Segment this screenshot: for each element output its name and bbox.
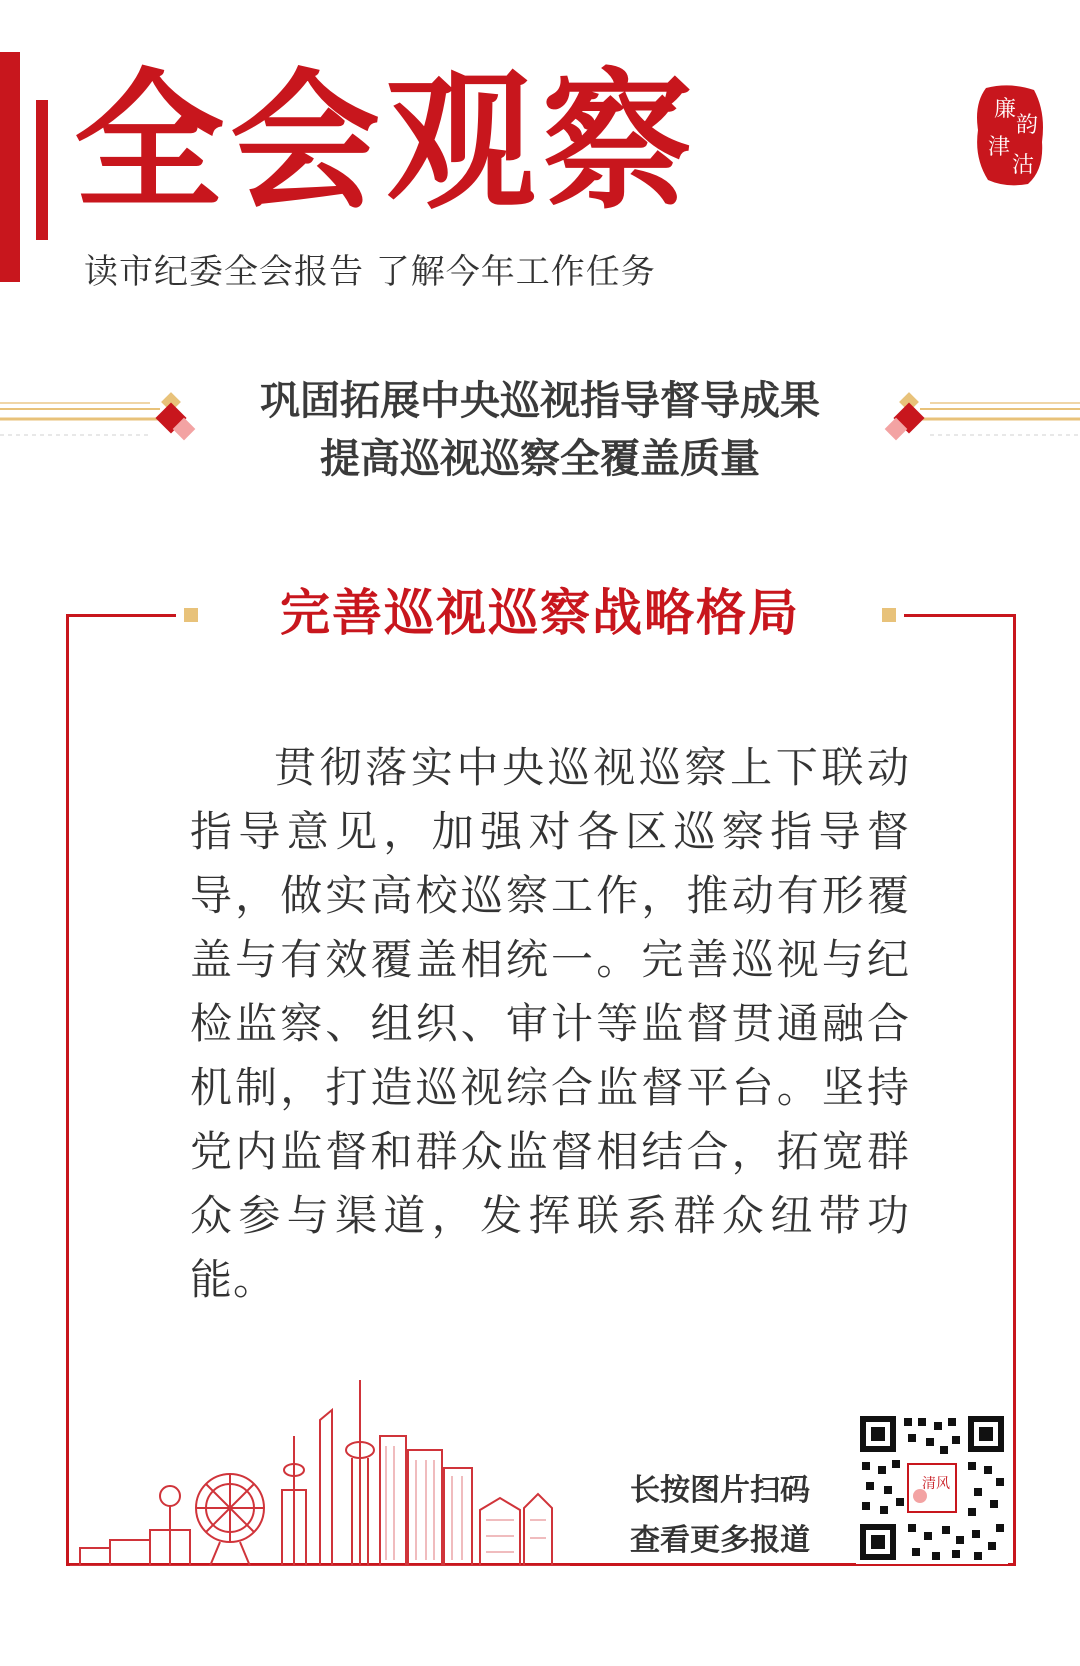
seal-char-2: 韵 [1016,113,1039,138]
decorative-line-right [864,385,1080,465]
seal-char-3: 津 [988,135,1011,160]
card-title: 完善巡视巡察战略格局 [280,584,800,642]
card-body-text: 贯彻落实中央巡视巡察上下联动指导意见，加强对各区巡察指导督导，做实高校巡察工作，推动有形覆盖与有效覆盖相统一。完善巡视与纪检监察、组织、审计等监督贯通融合机制，打造巡视综合监督平台。坚持党内监督和群众监督相结合，拓宽群众参与渠道，发挥联系群众纽带功能。 [190,743,910,1304]
scan-prompt [630,1466,810,1566]
section-heading-line-2: 提高巡视巡察全覆盖质量 [320,436,760,482]
section-heading [190,372,890,488]
qr-logo-text: 清风 [922,1476,950,1492]
decorative-line-left [0,385,216,465]
scan-prompt-line-2: 查看更多报道 [630,1523,810,1558]
page-subtitle: 读市纪委全会报告 了解今年工作任务 [84,252,656,292]
accent-bar-left [0,52,20,282]
seal-char-4: 沽 [1012,153,1035,178]
seal-char-1: 廉 [994,97,1017,122]
accent-bar-left-inner [36,100,48,240]
page-title: 全会观察 [74,56,699,230]
seal-icon [972,82,1048,188]
section-heading-line-1: 巩固拓展中央巡视指导督导成果 [260,378,820,424]
city-skyline-icon [70,1380,570,1566]
scan-prompt-line-1: 长按图片扫码 [630,1473,810,1508]
qr-code-icon[interactable] [856,1412,1008,1564]
